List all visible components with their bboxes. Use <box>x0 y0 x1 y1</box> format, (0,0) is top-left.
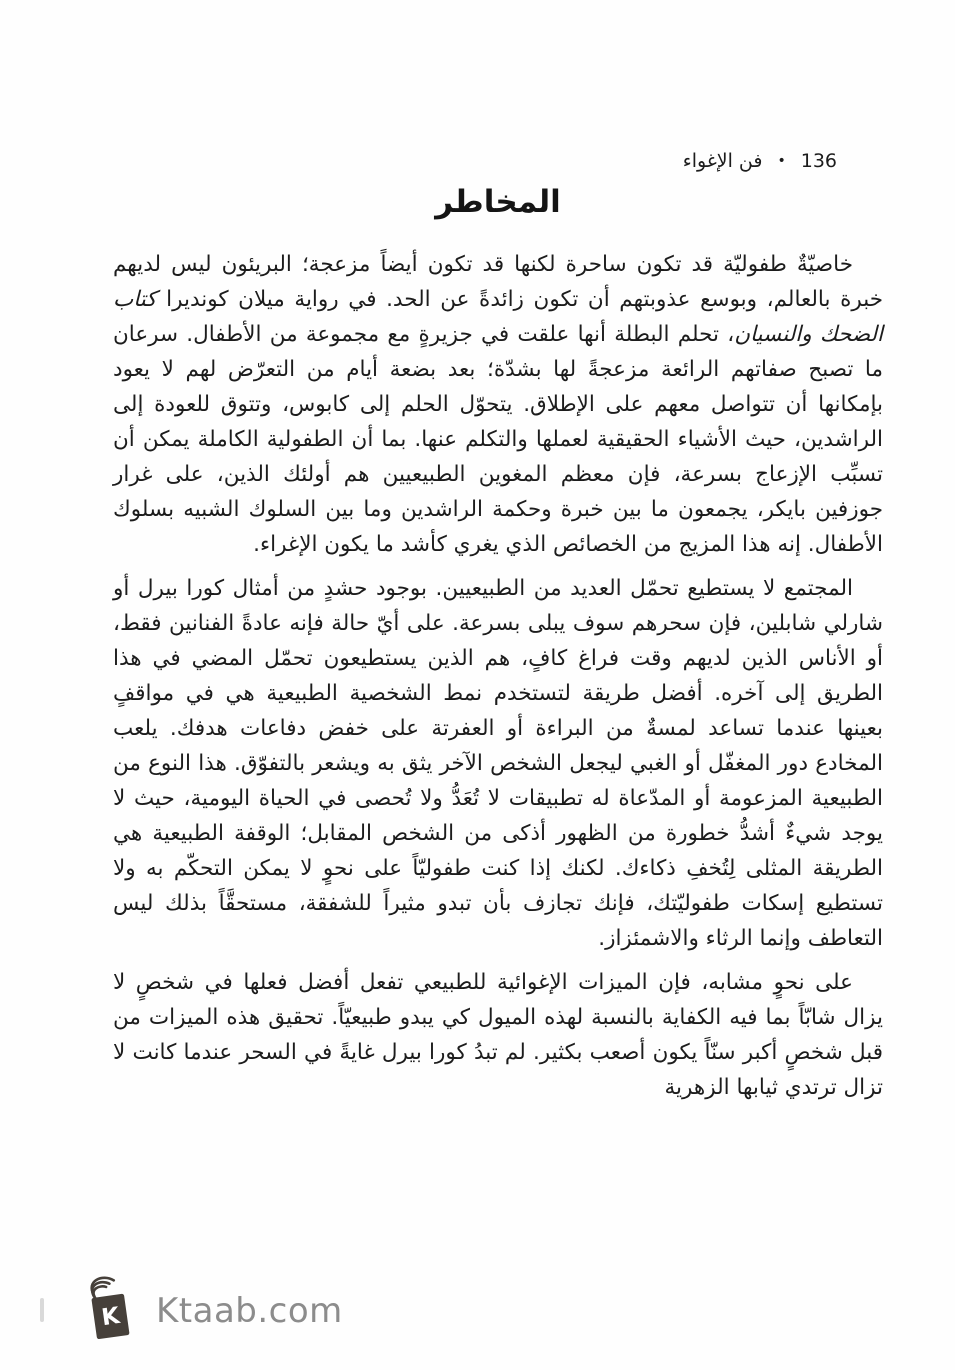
book-name-italic: كتاب الضحك والنسيان <box>113 287 883 347</box>
page-number: 136 <box>800 150 837 172</box>
watermark-footer <box>70 1276 343 1346</box>
logo-letter: K <box>99 1303 122 1332</box>
bullet-separator-icon: • <box>777 152 786 169</box>
running-head <box>683 150 837 172</box>
section-title: المخاطر <box>435 184 561 220</box>
body-paragraph <box>113 965 883 1105</box>
paragraph-text: خاصيّةٌ طفوليّة قد تكون ساحرة لكنها قد تكون أيضاً مزعجة؛ البريئون ليس لديهم خبرة بالعالم، وبوسع عذوبتهم أن تكون زائدةً عن الحد. في رواية ميلان كونديرا <box>113 252 883 312</box>
paragraph-text: على نحوٍ مشابه، فإن الميزات الإغوائية للطبيعي تفعل أفضل فعلها في شخصٍ لا يزال شابّاً بما فيه الكفاية بالنسبة لهذه الميول كي يبدو طبيعيّاً. تحقيق هذه الميزات من قبل شخصٍ أكبر سنّاً يكون أصعب بكثير. لم تبدُ كورا بيرل غايةً في السحر عندما كانت لا تزال ترتدي ثيابها الزهرية <box>113 970 883 1100</box>
book-title: فن الإغواء <box>682 150 763 172</box>
paragraph-text: المجتمع لا يستطيع تحمّل العديد من الطبيعيين. بوجود حشدٍ من أمثال كورا بيرل أو شارلي شابلين، فإن سحرهم سوف يبلى بسرعة. على أيّ حالة فإنه عادةً الفنانين فقط، أو الأناس الذين لديهم وقت فراغ كافٍ، هم الذين يستطيعون تحمّل المضي في هذا الطريق إلى آخره. أفضل طريقة لتستخدم نمط الشخصية الطبيعية هي في مواقفٍ بعينها عندما تساعد لمسةٌ من البراءة أو العفرتة على خفض دفاعات هدفك. يلعب المخادع دور المغفّل أو الغبي ليجعل الشخص الآخر يثق به ويشعر بالتفوّق. هذا النوع من الطبيعية المزعومة أو المدّعاة له تطبيقات لا تُعَدُّ ولا تُحصى في الحياة اليومية، حيث لا يوجد شيءٌ أشدُّ خطورة من الظهور أذكى من الشخص المقابل؛ الوقفة الطبيعية هي الطريقة المثلى لِتُخفِ ذكاءك. لكنك إذا كنت طفوليّاً على نحوٍ لا يمكن التحكّم به ولا تستطيع إسكات طفوليّتك، فإنك تجازف بأن تبدو مثيراً للشفقة، مستحقَّاً بذلك ليس التعاطف وإنما الرثاء والاشمئزاز. <box>113 576 883 951</box>
article-body <box>113 247 883 1114</box>
paragraph-text: ، تحلم البطلة أنها علقت في جزيرةٍ مع مجموعة من الأطفال. سرعان ما تصبح صفاتهم الرائعة مزعجةً لها بشدّة؛ بعد بضعة أيام من التعرّض لهم لا يعود بإمكانها أن تتواصل معهم على الإطلاق. يتحوّل الحلم إلى كابوس، وتتوق للعودة إلى الراشدين، حيث الأشياء الحقيقية لعملها والتكلم عنها. بما أن الطفولية الكاملة يمكن أن تسبِّب الإزعاج بسرعة، فإن معظم المغوين الطبيعيين هم أولئك الذين، على غرار جوزفين بايكر، يجمعون ما بين خبرة وحكمة الراشدين وما بين السلوك الشبيه بسلوك الأطفال. إنه هذا المزيج من الخصائص الذي يغري كأشد ما يكون الإغراء. <box>113 322 883 557</box>
body-paragraph <box>113 571 883 956</box>
book-logo-icon <box>70 1276 140 1346</box>
body-paragraph <box>113 247 883 562</box>
scan-edge-artifact <box>40 1298 44 1322</box>
ktaab-logo-text: Ktaab.com <box>156 1291 343 1331</box>
